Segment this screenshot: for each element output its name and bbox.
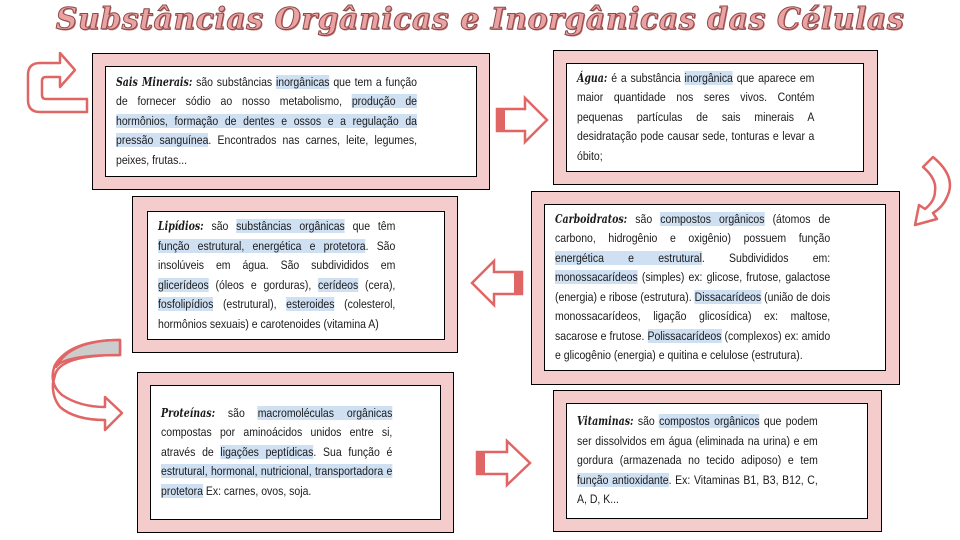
card-agua-text <box>577 69 814 167</box>
highlight: esteroides <box>286 297 335 311</box>
term-label: Lipídios: <box>158 219 204 233</box>
text: . Subdivididos em: <box>701 250 831 265</box>
term-label: Água: <box>577 70 608 85</box>
text: são substâncias <box>192 74 276 89</box>
highlight: energética e estrutural <box>555 250 702 265</box>
highlight: inorgânica <box>684 70 733 85</box>
term-label: Sais Minerais: <box>116 74 193 89</box>
text: são <box>627 211 661 226</box>
highlight: Dissacarídeos <box>694 289 762 304</box>
card-proteinas <box>150 385 441 520</box>
highlight: fosfolipídios <box>158 297 214 311</box>
highlight: função antioxidante <box>577 472 669 487</box>
highlight: compostos orgânicos <box>660 211 765 226</box>
highlight: cerídeos <box>318 277 359 292</box>
card-vitaminas-text <box>577 412 818 510</box>
text: que tem a função de fornecer sódio ao nosso metabolismo, <box>116 74 417 109</box>
card-lipidios-text <box>158 217 395 334</box>
text: é a substância <box>607 70 685 85</box>
right-arrow-icon <box>495 95 550 145</box>
term-label: Vitaminas: <box>577 414 634 429</box>
text: são <box>203 219 237 233</box>
u-turn-arrow-icon <box>20 45 95 120</box>
highlight: função estrutural, energética e protetora <box>158 238 366 253</box>
highlight: monossacarídeos <box>555 270 638 284</box>
text: (átomos de carbono, hidrogênio e oxigênio) possuem função <box>555 211 831 245</box>
text: (união de dois monossacarídeos, ligação glicosídica) ex: maltose, sacarose e frutose. <box>555 289 831 343</box>
card-proteinas-text <box>161 404 392 502</box>
text: são <box>633 414 660 429</box>
page-title: Substâncias Orgânicas e Inorgânicas das Células <box>55 2 905 37</box>
card-carboidratos <box>544 204 886 371</box>
highlight: macromoléculas orgânicas <box>257 405 393 420</box>
highlight: produção de hormônios, formação de dentes e ossos e a regulação da pressão sanguínea <box>116 94 417 148</box>
text: que podem ser dissolvidos em água (eliminada na urina) e em gordura (armazenada no tecido adiposo) e tem <box>577 414 818 468</box>
card-carboidratos-text <box>555 210 830 366</box>
highlight: estrutural, hormonal, nutricional, transportadora e protetora <box>161 464 393 498</box>
text: . Sua função é <box>313 444 393 459</box>
text: são <box>215 405 258 420</box>
term-label: Proteínas: <box>161 405 216 420</box>
text: compostas por aminoácidos unidos entre si, através de <box>161 425 393 459</box>
highlight: substâncias orgânicas <box>236 219 345 233</box>
text: (simples) ex: glicose, frutose, galactose (energia) e ribose (estrutura). <box>555 270 831 304</box>
highlight: glicerídeos <box>158 277 209 292</box>
text: . Ex: Vitaminas B1, B3, B12, C, A, D, K... <box>577 472 818 507</box>
text: . São insolúveis em água. São subdivididos em <box>158 238 396 272</box>
text: (óleos e gorduras), <box>208 277 319 292</box>
text: . Encontrados nas carnes, leite, legumes, peixes, frutas... <box>116 133 417 167</box>
highlight: compostos orgânicos <box>659 414 760 429</box>
highlight: ligações peptídicas <box>220 444 314 459</box>
curved-down-arrow-icon <box>905 155 960 230</box>
curved-arrow-icon <box>50 335 130 435</box>
right-arrow-icon <box>475 438 533 488</box>
term-label: Carboidratos: <box>555 211 628 226</box>
text: (complexos) ex: amido e glicogênio (energia) e quitina e celulose (estrutura). <box>555 328 831 362</box>
card-agua <box>566 63 864 172</box>
text: (colesterol, hormônios sexuais) e carotenoides (vitamina A) <box>158 297 396 331</box>
card-vitaminas <box>566 403 868 519</box>
highlight: inorgânicas <box>275 74 330 89</box>
text: (cera), <box>358 277 396 292</box>
text: que têm <box>344 219 396 233</box>
card-sais-minerais <box>105 66 477 177</box>
text: que aparece em maior quantidade nos seres vivos. Contém pequenas partículas de sais minerais A desidratação pode causar sede, tonturas e levar a óbito; <box>577 70 815 163</box>
text: (estrutural), <box>213 297 287 311</box>
card-lipidios <box>147 211 445 340</box>
card-sais-minerais-text <box>116 73 417 171</box>
highlight: Polissacarídeos <box>647 328 722 343</box>
left-arrow-icon <box>470 258 525 308</box>
text: Ex: carnes, ovos, soja. <box>202 483 312 498</box>
